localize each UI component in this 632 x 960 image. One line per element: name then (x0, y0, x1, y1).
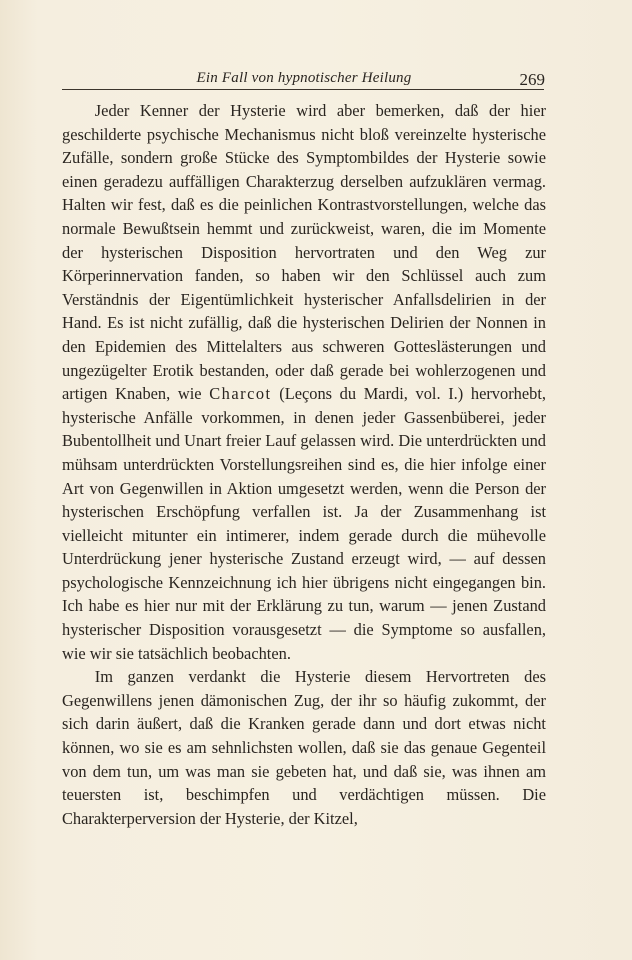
paragraph-1-text-after: (Leçons du Mardi, vol. I.) hervorhebt, hysterische Anfälle vorkommen, in denen jeder Gassenbüberei, jeder Bubentollheit und Unart freier Lauf gelassen wird. Die unterdrückten und mühsam unterdrückten Vorstellungsreihen sind es, die hier infolge einer Art von Gegenwillen in Aktion umgesetzt werden, wenn die Person der hysterischen Erschöpfung verfallen ist. Ja der Zusammenhang ist vielleicht mitunter ein intimerer, indem gerade durch die mühevolle Unterdrückung jener hysterische Zustand erzeugt wird, — auf dessen psychologische Kennzeichnung ich hier übrigens nicht eingegangen bin. Ich habe es hier nur mit der Erklärung zu tun, warum — jenen Zustand hysterischer Disposition vorausgesetzt — die Symptome so ausfallen, wie wir sie tatsächlich beobachten. (62, 384, 546, 663)
running-title: Ein Fall von hypnotischer Heilung (196, 70, 412, 86)
page-number: 269 (519, 70, 545, 89)
spaced-name-charcot: Charcot (209, 384, 272, 404)
header-rule (62, 89, 544, 90)
paragraph-2: Im ganzen verdankt die Hysterie diesem Hervortreten des Gegenwillens jenen dämonischen Zug, der ihr so häufig zukommt, der sich darin äußert, daß die Kranken gerade dann und dort etwas nicht können, wo sie es am sehnlichsten wollen, daß sie das genaue Gegenteil von dem tun, um was man sie gebeten hat, und daß sie, was ihnen am teuersten ist, beschimpfen und verdächtigen müssen. Die Charakterperversion der Hysterie, der Kitzel, (62, 667, 546, 828)
body-text (62, 99, 546, 830)
paragraph-1-text-before: Jeder Kenner der Hysterie wird aber bemerken, daß der hier geschilderte psychische Mechanismus nicht bloß vereinzelte hysterische Zufälle, sondern große Stücke des Symptombildes der Hysterie sowie einen geradezu auffälligen Charakterzug derselben aufzuklären vermag. Halten wir fest, daß es die peinlichen Kontrastvorstellungen, welche das normale Bewußtsein hemmt und zurückweist, waren, die im Momente der hysterischen Disposition hervortraten und den Weg zur Körperinnervation fanden, so haben wir den Schlüssel auch zum Verständnis der Eigentümlichkeit hysterischer Anfallsdelirien in der Hand. Es ist nicht zufällig, daß die hysterischen Delirien der Nonnen in den Epidemien des Mittelalters aus schweren Gotteslästerungen und ungezügelter Erotik bestanden, oder daß gerade bei wohlerzogenen und artigen Knaben, wie (62, 101, 546, 404)
paragraph-1 (62, 99, 546, 665)
